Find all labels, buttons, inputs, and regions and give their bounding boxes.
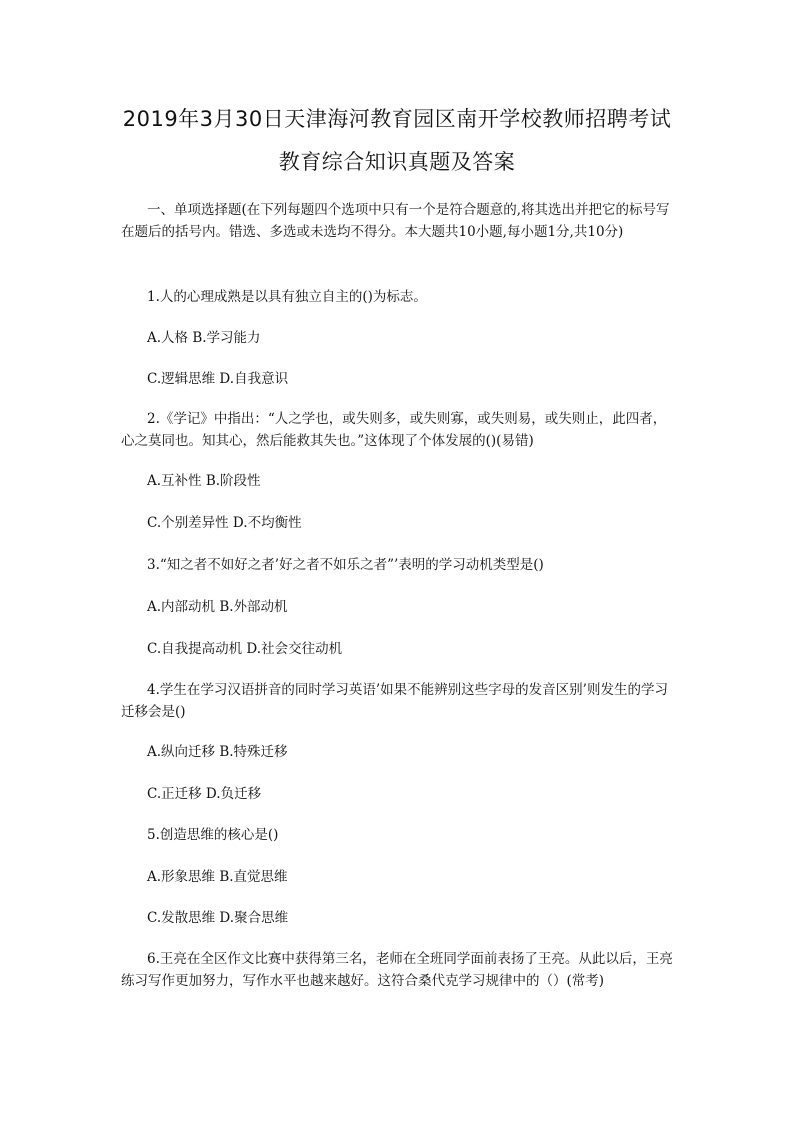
question-2-options-cd: C.个别差异性 D.不均衡性 bbox=[147, 515, 302, 531]
question-4-options-cd: C.正迁移 D.负迁移 bbox=[147, 786, 262, 802]
document-title-line2: 教育综合知识真题及答案 bbox=[278, 150, 516, 174]
question-5-options-ab: A.形象思维 B.直觉思维 bbox=[147, 869, 288, 885]
question-5-options-cd: C.发散思维 D.聚合思维 bbox=[147, 910, 289, 926]
question-3-stem: 3.“知之者不如好之者’好之者不如乐之者”’表明的学习动机类型是() bbox=[147, 557, 544, 573]
question-1-options-cd: C.逻辑思维 D.自我意识 bbox=[147, 371, 289, 387]
question-2-options-ab: A.互补性 B.阶段性 bbox=[147, 473, 261, 489]
question-3-options-ab: A.内部动机 B.外部动机 bbox=[147, 599, 288, 615]
question-2-stem: 2.《学记》中指出：“人之学也，或失则多，或失则寡，或失则易，或失则止，此四者，心之莫同也。知其心，然后能救其失也。”这体现了个体发展的()(易错) bbox=[121, 411, 667, 449]
question-6-stem: 6.王亮在全区作文比赛中获得第三名，老师在全班同学面前表扬了王亮。从此以后，王亮练习写作更加努力，写作水平也越来越好。这符合桑代克学习规律中的（）(常考) bbox=[121, 951, 673, 989]
question-5-stem: 5.创造思维的核心是() bbox=[147, 827, 279, 843]
question-3-options-cd: C.自我提高动机 D.社会交往动机 bbox=[147, 641, 343, 657]
question-4-stem: 4.学生在学习汉语拼音的同时学习英语’如果不能辨别这些字母的发音区别’则发生的学习迁移会是() bbox=[121, 682, 668, 720]
question-1-stem: 1.人的心理成熟是以具有独立自主的()为标志。 bbox=[147, 289, 427, 305]
document-title-line1: 2019年3月30日天津海河教育园区南开学校教师招聘考试 bbox=[122, 107, 672, 131]
question-1-options-ab: A.人格 B.学习能力 bbox=[147, 330, 261, 346]
section-heading: 一、单项选择题(在下列每题四个选项中只有一个是符合题意的,将其选出并把它的标号写在题后的括号内。错选、多选或未选均不得分。本大题共10小题,每小题1分,共10分) bbox=[121, 202, 670, 240]
question-4-options-ab: A.纵向迁移 B.特殊迁移 bbox=[147, 744, 288, 760]
